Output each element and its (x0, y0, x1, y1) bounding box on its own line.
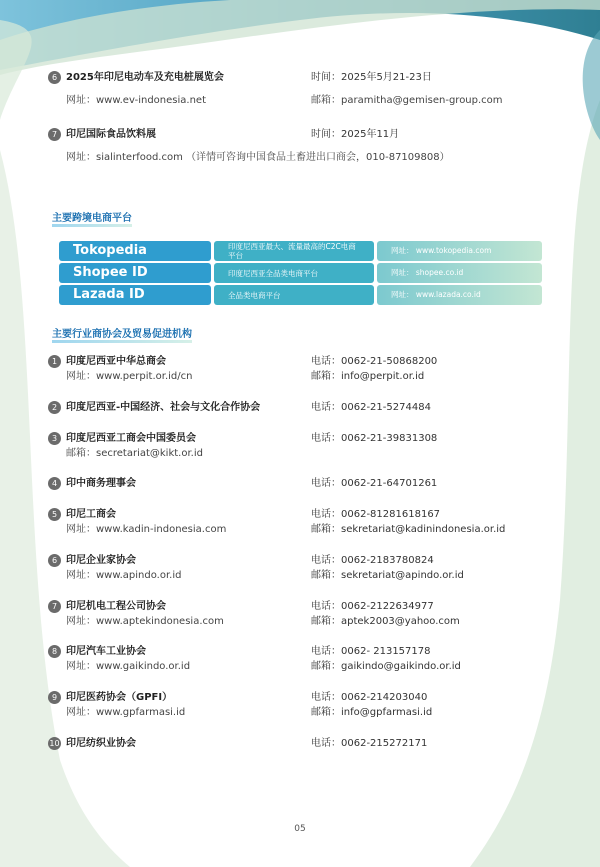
associations-section-heading (52, 325, 192, 340)
platform-description (214, 263, 374, 283)
association-phone: 电话：0062-2122634977 (311, 601, 434, 612)
platform-name: Shopee ID (59, 263, 211, 283)
association-phone: 电话：0062-21-64701261 (311, 478, 438, 489)
item-number-badge: 5 (48, 508, 61, 521)
association-email[interactable]: 邮箱：secretariat@kikt.or.id (66, 448, 203, 459)
platform-website[interactable]: 网址： www.tokopedia.com (377, 241, 542, 261)
association-name: 印尼汽车工业协会 (66, 646, 146, 657)
platform-description-text: 印度尼西亚全品类电商平台 (228, 268, 318, 278)
association-website[interactable]: 网址：www.perpit.or.id/cn (66, 371, 193, 382)
platform-name: Tokopedia (59, 241, 211, 261)
association-website[interactable]: 网址：www.aptekindonesia.com (66, 616, 224, 627)
association-email[interactable]: 邮箱：info@gpfarmasi.id (311, 707, 433, 718)
association-email[interactable]: 邮箱：aptek2003@yahoo.com (311, 616, 460, 627)
item-number-badge: 6 (48, 71, 61, 84)
association-phone: 电话：0062-21-50868200 (311, 356, 438, 367)
exhibition-time: 时间：2025年11月 (311, 129, 400, 140)
item-number-badge: 6 (48, 554, 61, 567)
association-name: 印尼纺织业协会 (66, 738, 136, 749)
association-name: 印度尼西亚-中国经济、社会与文化合作协会 (66, 402, 261, 413)
item-number-badge: 2 (48, 401, 61, 414)
page-number: 05 (294, 824, 306, 834)
section-heading-text: 主要跨境电商平台 (52, 213, 132, 224)
exhibition-website[interactable]: 网址：sialinterfood.com （详情可咨询中国食品土畜进出口商会，010-87109808） (66, 152, 450, 163)
exhibition-time: 时间：2025年5月21-23日 (311, 72, 432, 83)
association-website[interactable]: 网址：www.gpfarmasi.id (66, 707, 186, 718)
platform-description (214, 285, 374, 305)
item-number-badge: 3 (48, 432, 61, 445)
association-email[interactable]: 邮箱：info@perpit.or.id (311, 371, 425, 382)
association-name: 印尼企业家协会 (66, 555, 136, 566)
item-number-badge: 10 (49, 739, 60, 748)
item-number-badge: 4 (48, 477, 61, 490)
item-number-badge: 7 (48, 128, 61, 141)
platform-description-text: 印度尼西亚最大、流量最高的C2C电商平台 (228, 242, 356, 260)
association-website[interactable]: 网址：www.gaikindo.or.id (66, 661, 191, 672)
association-name: 印度尼西亚中华总商会 (66, 356, 166, 367)
item-number-badge: 8 (48, 645, 61, 658)
association-phone: 电话：0062-21-5274484 (311, 402, 431, 413)
section-heading-text: 主要行业商协会及贸易促进机构 (52, 329, 192, 340)
platform-description (214, 241, 374, 261)
association-phone: 电话：0062-21-39831308 (311, 433, 438, 444)
association-email[interactable]: 邮箱：gaikindo@gaikindo.or.id (311, 661, 461, 672)
association-phone: 电话：0062-215272171 (311, 738, 428, 749)
association-name: 印尼工商会 (66, 509, 116, 520)
exhibition-website[interactable]: 网址：www.ev-indonesia.net (66, 95, 206, 106)
association-name: 印中商务理事会 (66, 478, 136, 489)
platform-website[interactable]: 网址： shopee.co.id (377, 263, 542, 283)
association-phone: 电话：0062-81281618167 (311, 509, 441, 520)
item-number-badge: 9 (48, 691, 61, 704)
platform-website[interactable]: 网址： www.lazada.co.id (377, 285, 542, 305)
association-phone: 电话：0062-214203040 (311, 692, 428, 703)
item-number-badge: 7 (48, 600, 61, 613)
heading-underline (52, 224, 132, 227)
association-name: 印度尼西亚工商会中国委员会 (66, 433, 196, 444)
platform-name: Lazada ID (59, 285, 211, 305)
association-name: 印尼机电工程公司协会 (66, 601, 166, 612)
item-number-badge: 1 (48, 355, 61, 368)
association-email[interactable]: 邮箱：sekretariat@apindo.or.id (311, 570, 464, 581)
platform-description-text: 全品类电商平台 (228, 290, 281, 300)
exhibition-title: 印尼国际食品饮料展 (66, 129, 156, 140)
association-website[interactable]: 网址：www.apindo.or.id (66, 570, 182, 581)
association-website[interactable]: 网址：www.kadin-indonesia.com (66, 524, 227, 535)
heading-underline (52, 340, 192, 343)
association-name: 印尼医药协会（GPFI） (66, 692, 173, 703)
ecommerce-section-heading (52, 209, 132, 224)
exhibition-title: 2025年印尼电动车及充电桩展览会 (66, 72, 224, 83)
association-phone: 电话：0062-2183780824 (311, 555, 434, 566)
exhibition-email[interactable]: 邮箱：paramitha@gemisen-group.com (311, 95, 503, 106)
association-phone: 电话：0062- 213157178 (311, 646, 431, 657)
association-email[interactable]: 邮箱：sekretariat@kadinindonesia.or.id (311, 524, 506, 535)
